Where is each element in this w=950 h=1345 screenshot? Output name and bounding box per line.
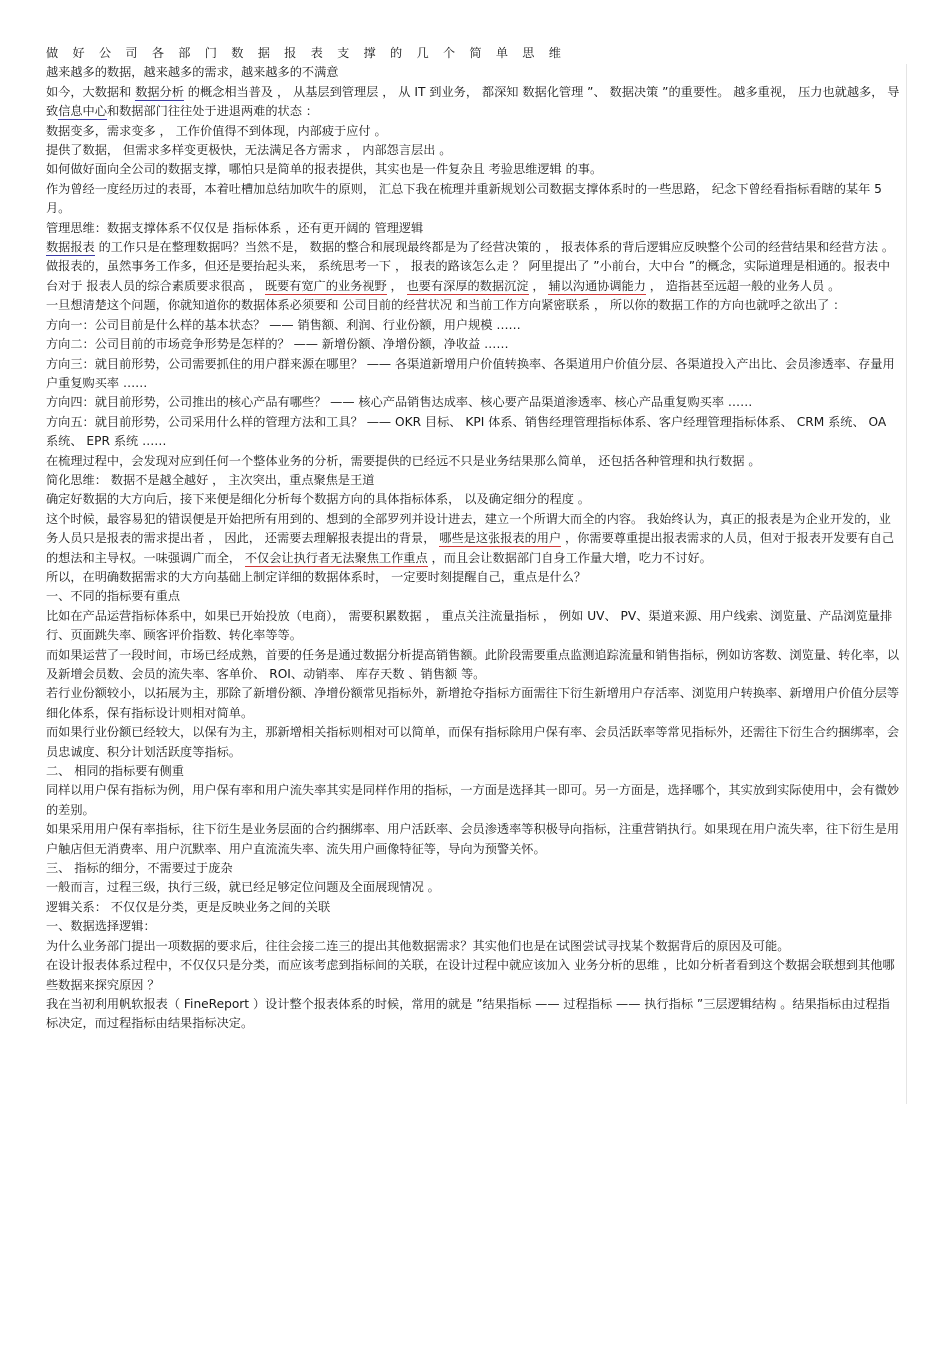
paragraph xyxy=(46,781,902,820)
paragraph xyxy=(46,219,902,238)
paragraph xyxy=(46,646,902,685)
text-run: 一旦想清楚这个问题，你就知道你的数据体系必须要和 公司目前的经营状况 和当前工作方向紧密联系 ， 所以你的数据工作的方向也就呼之欲出了 ： xyxy=(46,298,846,313)
underlined-text: 既要有宽广的业务视野 xyxy=(264,278,387,293)
text-run: 方向三：就目前形势，公司需要抓住的用户群来源在哪里？ —— 各渠道新增用户价值转换率、各渠道用户价值分层、各渠道投入产出比、会员渗透率、存量用户重复购买率 …… xyxy=(46,356,895,390)
text-run: 同样以用户保有指标为例，用户保有率和用户流失率其实是同样作用的指标，一方面是选择其一即可。另一方面是，选择哪个，其实放到实际使用中，会有微妙的差别。 xyxy=(46,783,900,817)
text-run: 若行业份额较小，以拓展为主，那除了新增份额、净增份额常见指标外，新增抢夺指标方面需往下衍生新增用户存活率、浏览用户转换率、新增用户价值分层等细化体系，保有指标设计则相对简单。 xyxy=(46,686,900,720)
text-run: 如何做好面向全公司的数据支撑，哪怕只是简单的报表提供，其实也是一件复杂且 考验思维逻辑 的事。 xyxy=(46,162,603,177)
text-run: 在设计报表体系过程中，不仅仅只是分类，而应该考虑到指标间的关联，在设计过程中就应该加入 业务分析的思维 ，比如分析者看到这个数据会联想到其他哪些数据来探究原因 ？ xyxy=(46,958,895,992)
text-run: 提供了数据， 但需求多样变更极快，无法满足各方需求 ， 内部怨言层出 。 xyxy=(46,143,452,158)
paragraph xyxy=(46,956,902,995)
paragraph xyxy=(46,762,902,781)
paragraph xyxy=(46,898,902,917)
paragraph xyxy=(46,83,902,122)
text-run: 方向二：公司目前的市场竞争形势是怎样的？ —— 新增份额、净增份额，净收益 …… xyxy=(46,337,509,352)
text-run: 如果采用用户保有率指标，往下衍生是业务层面的合约捆绑率、用户活跃率、会员渗透率等积极导向指标，注重营销执行。如果现在用户流失率，往下衍生是用户触店但无消费率、用户沉默率、用户直流流失率、流失用户画像特征等，导向为预警关怀。 xyxy=(46,822,900,856)
paragraph xyxy=(46,607,902,646)
text-run: 逻辑关系： 不仅仅是分类，更是反映业务之间的关联 xyxy=(46,899,331,914)
paragraph xyxy=(46,257,902,296)
text-run: 管理思维：数据支撑体系不仅仅是 指标体系 ，还有更开阔的 管理逻辑 xyxy=(46,220,424,235)
text-run: 所以，在明确数据需求的大方向基础上制定详细的数据体系时， 一定要时刻提醒自己，重点是什么？ xyxy=(46,569,587,584)
text-run: 越来越多的数据，越来越多的需求，越来越多的不满意 xyxy=(46,65,339,80)
text-run: 和数据部门往往处于进退两难的状态 ： xyxy=(106,104,318,119)
paragraph xyxy=(46,452,902,471)
text-run: 如今，大数据和 xyxy=(46,84,136,99)
paragraph xyxy=(46,917,902,936)
underlined-text: 辅以沟通协调能力 xyxy=(548,278,646,293)
paragraph xyxy=(46,141,902,160)
text-run: 这个时候，最容易犯的错误便是开始把所有用到的、想到的全部罗列并设计进去，建立一个所谓大而全的内容。 我始终认为，真正的报表是为企业开发的，业务人员只是报表的需求提出者 ， 因此， 还需要去理解报表提出的背景， xyxy=(46,511,891,546)
paragraph xyxy=(46,63,902,82)
paragraph xyxy=(46,335,902,354)
underlined-text: 也要有深厚的数据沉淀 xyxy=(406,278,529,293)
text-run: 方向一：公司目前是什么样的基本状态？ —— 销售额、利润、行业份额，用户规模 …… xyxy=(46,317,521,332)
text-run: 方向四：就目前形势，公司推出的核心产品有哪些？ —— 核心产品销售达成率、核心要产品渠道渗透率、核心产品重复购买率 …… xyxy=(46,395,753,410)
paragraph xyxy=(46,878,902,897)
text-run: 一、数据选择逻辑： xyxy=(46,919,156,934)
paragraph xyxy=(46,160,902,179)
text-run: 的概念相当普及 ， 从基层到管理层 ， 从 IT 到业务， 都深知 数据化管理 ”、 数据决策 ”的重要性。 越多重视， 压力也就越多， 导致 xyxy=(46,84,900,119)
text-run: 在梳理过程中，会发现对应到任何一个整体业务的分析，需要提供的已经远不只是业务结果那么简单， 还包括各种管理和执行数据 。 xyxy=(46,453,761,468)
text-run: 数据变多，需求变多 ， 工作价值得不到体现，内部疲于应付 。 xyxy=(46,123,387,138)
underlined-text: 哪些是这张报表的用户 xyxy=(439,531,562,546)
text-run: 我在当初利用帆软报表（ FineReport ）设计整个报表体系的时候，常用的就是 ”结果指标 —— 过程指标 —— 执行指标 ”三层逻辑结构 。结果指标由过程指标决定，而过程指标由结果指标决定。 xyxy=(46,996,890,1031)
text-run: 的工作只是在整理数据吗？当然不是， 数据的整合和展现最终都是为了经营决策的 ， 报表体系的背后逻辑应反映整个公司的经营结果和经营方法 。 xyxy=(94,240,895,255)
paragraph xyxy=(46,316,902,335)
underlined-text: 数据分析 xyxy=(135,84,184,99)
text-run: ，你需要尊重提出报表需求的人员，但对于报表开发要有自己的想法和主导权。一味强调广而全， xyxy=(46,531,895,565)
underlined-text: 数据报表 xyxy=(46,240,95,255)
text-run: 而如果行业份额已经较大，以保有为主，那新增相关指标则相对可以简单，而保有指标除用户保有率、会员活跃率等常见指标外，还需往下衍生合约捆绑率，会员忠诚度、积分计划活跃度等指标。 xyxy=(46,725,900,759)
paragraph xyxy=(46,684,902,723)
text-run: 简化思维： 数据不是越全越好 ， 主次突出，重点聚焦是王道 xyxy=(46,472,375,487)
document-body xyxy=(46,44,902,1034)
paragraph xyxy=(46,490,902,509)
paragraph xyxy=(46,393,902,412)
underlined-text: 不仅会让执行者无法聚焦工作重点 xyxy=(244,550,428,565)
paragraph xyxy=(46,471,902,490)
page-edge-rule xyxy=(906,64,907,1104)
paragraph xyxy=(46,820,902,859)
paragraph xyxy=(46,510,902,568)
text-run: 二、 相同的指标要有侧重 xyxy=(46,764,184,779)
text-run: ， xyxy=(386,278,407,293)
paragraph xyxy=(46,587,902,606)
paragraph xyxy=(46,238,902,257)
text-run: ， 造指甚至远超一般的业务人员 。 xyxy=(645,278,841,293)
paragraph xyxy=(46,995,902,1034)
paragraph xyxy=(46,355,902,394)
paragraph xyxy=(46,296,902,315)
text-run: 一般而言，过程三级，执行三级，就已经足够定位问题及全面展现情况 。 xyxy=(46,880,440,895)
paragraph xyxy=(46,723,902,762)
text-run: 三、 指标的细分，不需要过于庞杂 xyxy=(46,861,233,876)
document-title: 做 好 公 司 各 部 门 数 据 报 表 支 撑 的 几 个 简 单 思 维 xyxy=(46,46,567,60)
text-run: ，而且会让数据部门自身工作量大增，吃力不讨好。 xyxy=(427,550,712,565)
paragraph xyxy=(46,180,902,219)
text-run: 为什么业务部门提出一项数据的要求后，往往会接二连三的提出其他数据需求？其实他们也是在试图尝试寻找某个数据背后的原因及可能。 xyxy=(46,938,790,953)
text-run: 确定好数据的大方向后，接下来便是细化分析每个数据方向的具体指标体系， 以及确定细分的程度 。 xyxy=(46,492,590,507)
paragraph xyxy=(46,568,902,587)
text-run: 做报表的，虽然事务工作多，但还是要抬起头来， 系统思考一下 ， 报表的路该怎么走 ？ 阿里提出了 ”小前台，大中台 ”的概念，实际道理是相通的。报表中台对于 报表人员的综合素质要求很高 ， xyxy=(46,259,891,293)
text-run: ， xyxy=(528,278,549,293)
paragraph xyxy=(46,122,902,141)
text-run: 而如果运营了一段时间，市场已经成熟，首要的任务是通过数据分析提高销售额。此阶段需要重点监测追踪流量和销售指标，例如访客数、浏览量、转化率，以及新增会员数、会员的流失率、客单价、 ROI、动销率、 库存天数 、销售额 等。 xyxy=(46,647,900,681)
paragraph-list xyxy=(46,63,902,1033)
paragraph xyxy=(46,413,902,452)
text-run: 一、不同的指标要有重点 xyxy=(46,589,181,604)
text-run: 作为曾经一度经历过的表哥，本着吐槽加总结加吹牛的原则， 汇总下我在梳理并重新规划公司数据支撑体系时的一些思路， 纪念下曾经看指标看瞎的某年 5 月。 xyxy=(46,181,882,216)
underlined-text: 信息中心 xyxy=(58,104,107,119)
text-run: 方向五：就目前形势，公司采用什么样的管理方法和工具？ —— OKR 目标、 KPI 体系、销售经理管理指标体系、客户经理管理指标体系、 CRM 系统、 OA 系统、 EPR 系统 …… xyxy=(46,414,887,449)
paragraph xyxy=(46,859,902,878)
paragraph xyxy=(46,937,902,956)
text-run: 比如在产品运营指标体系中，如果已开始投放（电商）， 需要积累数据 ， 重点关注流量指标 ， 例如 UV、 PV、渠道来源、用户线索、浏览量、产品浏览量排行、页面跳失率、顾客评价指数、转化率等等。 xyxy=(46,608,893,643)
